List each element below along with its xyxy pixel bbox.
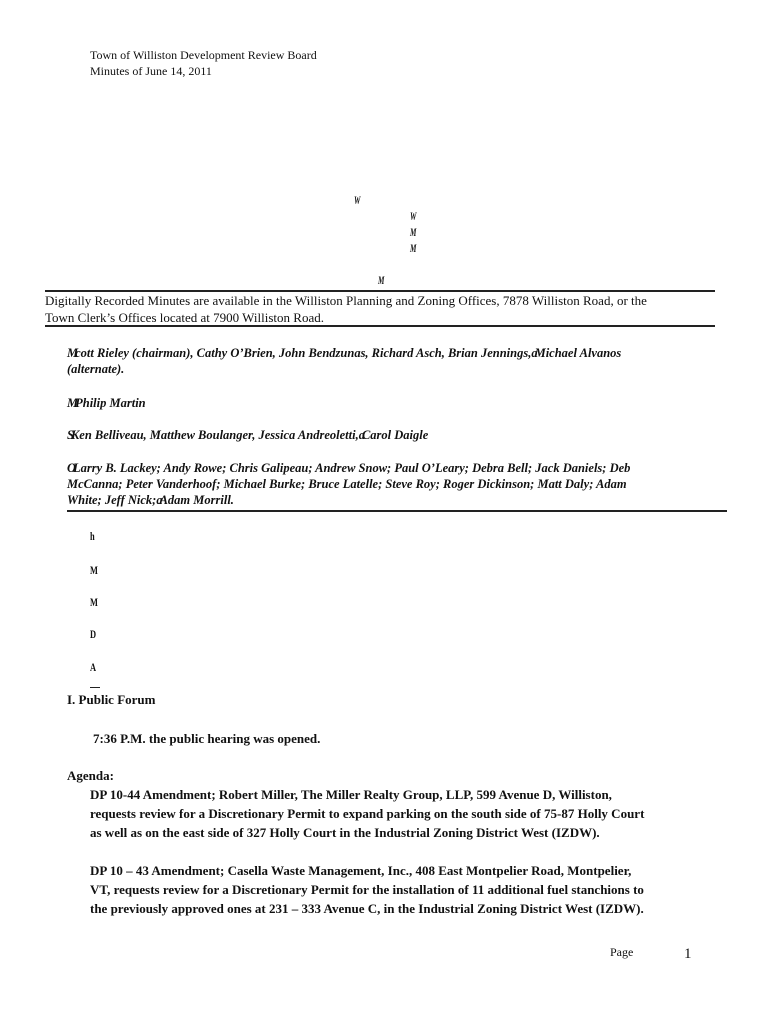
others-line1: Larry B. Lackey; Andy Rowe; Chris Galipeau; Andrew Snow; Paul O’Leary; Debra Bell; Jack Daniels; Deb bbox=[73, 461, 631, 475]
members-present bbox=[67, 345, 707, 377]
staff-conj: a bbox=[358, 428, 362, 442]
others-line3: White; Jeff Nick; bbox=[67, 493, 157, 507]
members-absent bbox=[67, 395, 707, 411]
recorded-note bbox=[45, 292, 725, 326]
garbled-center: M bbox=[378, 273, 383, 287]
public-forum-opened: 7:36 P.M. the public hearing was opened. bbox=[93, 731, 321, 746]
members-present-names-end: Michael Alvanos bbox=[534, 346, 622, 360]
others-present bbox=[67, 460, 707, 508]
footer-page-number: 1 bbox=[684, 946, 692, 962]
others-conj: a bbox=[156, 493, 160, 507]
agenda-stub: A bbox=[90, 660, 94, 674]
agenda-item-line: DP 10 – 43 Amendment; Casella Waste Management, Inc., 408 East Montpelier Road, Montpelier, bbox=[90, 863, 632, 878]
agenda-item-line: requests review for a Discretionary Permit to expand parking on the south side of 75-87 Holly Court bbox=[90, 806, 645, 821]
agenda-label: Agenda: bbox=[67, 768, 114, 783]
garbled-row: W bbox=[410, 209, 415, 223]
staff-names-end: Carol Daigle bbox=[361, 428, 429, 442]
others-rule bbox=[67, 510, 727, 512]
header-board-name: Town of Williston Development Review Board bbox=[90, 48, 317, 62]
agenda-stub: M bbox=[90, 563, 96, 577]
members-present-names: cott Rieley (chairman), Cathy O’Brien, John Bendzunas, Richard Asch, Brian Jennings, bbox=[75, 346, 532, 360]
public-forum-heading: I. Public Forum bbox=[67, 692, 156, 707]
bottom-rule bbox=[45, 325, 715, 327]
agenda-item-dp-10-44 bbox=[90, 785, 730, 842]
recorded-note-line1: Digitally Recorded Minutes are available in the Williston Planning and Zoning Offices, 7878 Williston Road, or the bbox=[45, 293, 647, 308]
members-present-note: (alternate). bbox=[67, 362, 125, 376]
footer-page-label: Page bbox=[610, 945, 634, 959]
others-line2: McCanna; Peter Vanderhoof; Michael Burke; Bruce Latelle; Steve Roy; Roger Dickinson; Matt Daly; Adam bbox=[67, 477, 627, 491]
members-present-conj: a bbox=[531, 346, 535, 360]
staff-present bbox=[67, 427, 707, 443]
agenda-item-line: VT, requests review for a Discretionary Permit for the installation of 11 additional fuel stanchions to bbox=[90, 882, 644, 897]
agenda-item-dp-10-43 bbox=[90, 861, 730, 918]
staff-lead: S bbox=[67, 428, 71, 442]
agenda-item-line: DP 10-44 Amendment; Robert Miller, The Miller Realty Group, LLP, 599 Avenue D, Williston, bbox=[90, 787, 612, 802]
agenda-stub: D bbox=[90, 627, 94, 641]
others-lead: O bbox=[67, 461, 74, 475]
staff-names: Ken Belliveau, Matthew Boulanger, Jessica Andreoletti, bbox=[70, 428, 359, 442]
recorded-note-line2: Town Clerk’s Offices located at 7900 Williston Road. bbox=[45, 310, 324, 325]
garbled-title: W bbox=[354, 193, 359, 207]
members-absent-names: Philip Martin bbox=[75, 396, 146, 410]
agenda-item-line: as well as on the east side of 327 Holly Court in the Industrial Zoning District West (IZDW). bbox=[90, 825, 600, 840]
stub-underline bbox=[90, 687, 100, 688]
members-present-lead: M bbox=[67, 346, 76, 360]
members-absent-lead: M bbox=[67, 396, 76, 410]
garbled-row: M bbox=[410, 241, 415, 255]
agenda-stub: M bbox=[90, 595, 96, 609]
agenda-item-line: the previously approved ones at 231 – 333 Avenue C, in the Industrial Zoning District West (IZDW). bbox=[90, 901, 644, 916]
header-minutes-date: Minutes of June 14, 2011 bbox=[90, 64, 212, 78]
agenda-stub: h bbox=[90, 529, 93, 543]
garbled-row: M bbox=[410, 225, 415, 239]
others-line3-end: Adam Morrill. bbox=[159, 493, 234, 507]
